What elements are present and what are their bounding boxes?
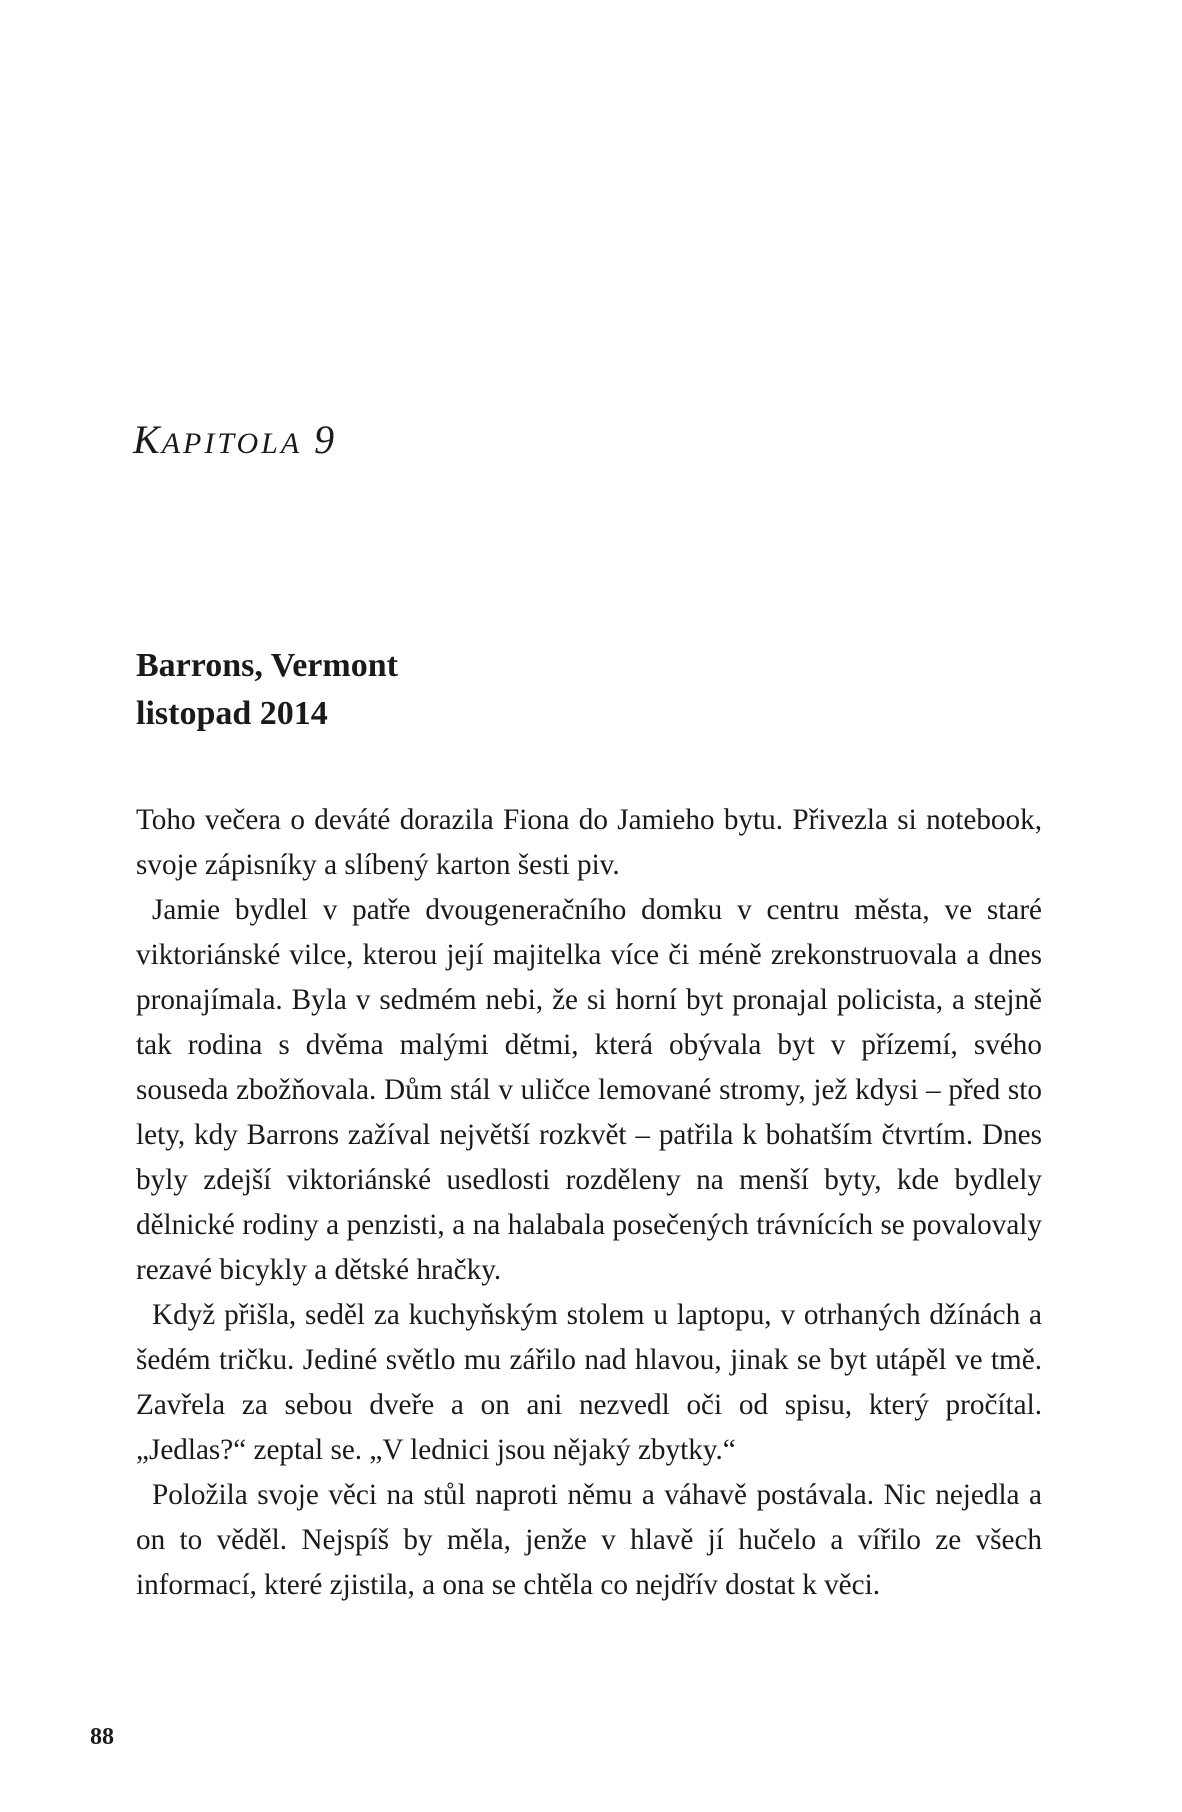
page-number: 88 [90,1724,114,1750]
chapter-number: 9 [314,417,337,462]
paragraph: Jamie bydlel v patře dvougeneračního domku v centru města, ve staré viktoriánské vilce, kterou její majitelka více či méně zrekonstruovala a dnes pronajímala. Byla v sedmém nebi, že si horní byt pronajal policista, a stejně tak rodina s dvěma malými dětmi, která obývala byt v přízemí, svého souseda zbožňovala. Dům stál v uličce lemované stromy, jež kdysi – před sto lety, kdy Barrons zažíval největší rozkvět – patřila k bohatším čtvrtím. Dnes byly zdejší viktoriánské usedlosti rozděleny na menší byty, kde bydlely dělnické rodiny a penzisti, a na halabala posečených trávnících se povalovaly rezavé bicykly a dětské hračky. [136,894,1042,1286]
chapter-initial: K [133,417,162,462]
chapter-title [133,417,337,462]
paragraph: Toho večera o deváté dorazila Fiona do Jamieho bytu. Přivezla si notebook, svoje zápisníky a slíbený karton šesti piv. [136,804,1042,881]
paragraph: Položila svoje věci na stůl naproti němu a váhavě postávala. Nic nejedla a on to věděl. Nejspíš by měla, jenže v hlavě jí hučelo a vířilo ze všech informací, které zjistila, a ona se chtěla co nejdřív dostat k věci. [136,1479,1042,1601]
body-text [136,798,1042,1608]
heading-date: listopad 2014 [136,695,328,732]
heading-place: Barrons, Vermont [136,647,398,684]
section-heading [136,642,736,738]
paragraph: Když přišla, seděl za kuchyňským stolem u laptopu, v otrhaných džínách a šedém tričku. Jediné světlo mu zářilo nad hlavou, jinak se byt utápěl ve tmě. Zavřela za sebou dveře a on ani nezvedl oči od spisu, který pročítal. „Jedlas?“ zeptal se. „V lednici jsou nějaký zbytky.“ [136,1299,1042,1466]
chapter-word: APITOLA [161,427,303,460]
